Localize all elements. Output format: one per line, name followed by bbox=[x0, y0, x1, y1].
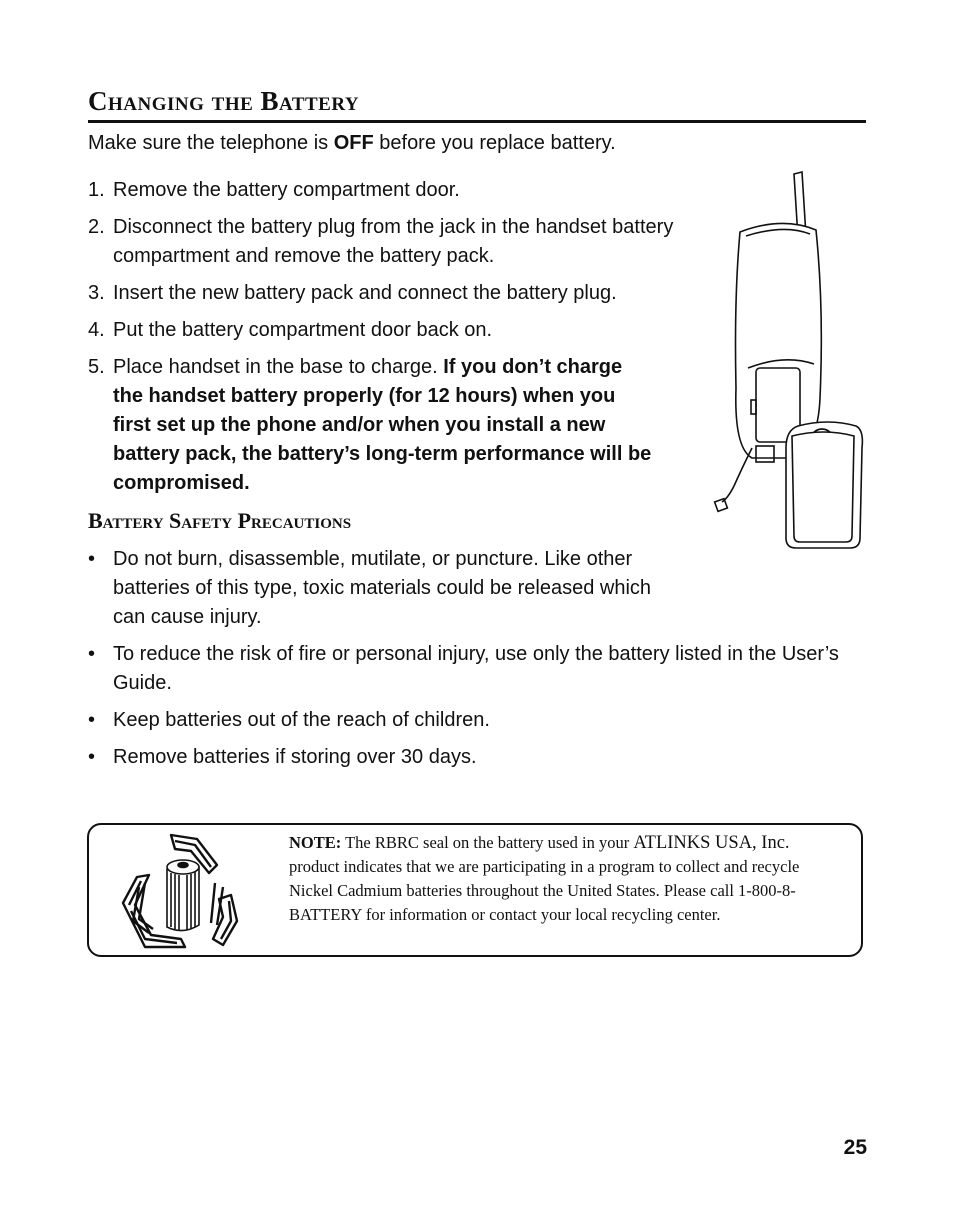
list-item bbox=[88, 706, 868, 735]
precautions-title: Battery Safety Precautions bbox=[88, 508, 352, 533]
list-item bbox=[88, 213, 688, 271]
precaution-text: Do not burn, disassemble, mutilate, or puncture. Like other batteries of this type, toxic materials could be released which can cause injury. bbox=[113, 548, 652, 628]
note-text bbox=[289, 831, 824, 927]
step-number: 5. bbox=[88, 356, 105, 378]
company-name: ATLINKS USA, Inc. bbox=[633, 833, 790, 853]
step-number: 4. bbox=[88, 319, 105, 341]
list-item bbox=[88, 176, 708, 205]
step-text: Disconnect the battery plug from the jack in the handset battery compartment and remove the battery pack. bbox=[113, 216, 674, 267]
page-title: Changing the Battery bbox=[88, 86, 360, 116]
step-text: Insert the new battery pack and connect the battery plug. bbox=[113, 282, 617, 304]
precaution-text: Keep batteries out of the reach of children. bbox=[113, 709, 490, 731]
precautions-list bbox=[88, 545, 868, 780]
list-item bbox=[88, 743, 868, 772]
note-text-before: The RBRC seal on the battery used in your bbox=[341, 833, 634, 852]
intro-text bbox=[88, 129, 616, 157]
step-text: Place handset in the base to charge. bbox=[113, 356, 444, 378]
note-text-after: product indicates that we are participating in a program to collect and recycle Nickel Cadmium batteries throughout the United States. Please call 1-800-8-BATTERY for information or contact your local recycling center. bbox=[289, 857, 800, 924]
list-item bbox=[88, 545, 673, 632]
step-text: Remove the battery compartment door. bbox=[113, 179, 460, 201]
note-box bbox=[87, 823, 863, 957]
precaution-text: To reduce the risk of fire or personal injury, use only the battery listed in the User’s Guide. bbox=[113, 643, 839, 694]
title-rule bbox=[88, 120, 866, 123]
intro-after: before you replace battery. bbox=[373, 132, 616, 154]
list-item bbox=[88, 353, 653, 498]
step-list bbox=[88, 176, 708, 506]
bullet-icon: • bbox=[88, 643, 96, 665]
bullet-icon: • bbox=[88, 709, 96, 731]
step-number: 2. bbox=[88, 216, 105, 238]
step-warning: If you don’t charge the handset battery properly (for 12 hours) when you first set up the phone and/or when you install a new battery pack, the battery’s long-term performance will be compromised. bbox=[113, 356, 652, 494]
list-item bbox=[88, 640, 868, 698]
step-number: 3. bbox=[88, 282, 105, 304]
step-number: 1. bbox=[88, 179, 105, 201]
page-number: 25 bbox=[843, 1136, 867, 1159]
step-text: Put the battery compartment door back on. bbox=[113, 319, 493, 341]
list-item bbox=[88, 316, 708, 345]
precaution-text: Remove batteries if storing over 30 days. bbox=[113, 746, 477, 768]
rbrc-recycle-seal-icon bbox=[119, 829, 239, 951]
handset-battery-illustration bbox=[712, 168, 872, 553]
intro-bold: OFF bbox=[333, 132, 374, 154]
bullet-icon: • bbox=[88, 548, 96, 570]
note-label: NOTE: bbox=[289, 833, 342, 852]
list-item bbox=[88, 279, 708, 308]
intro-before: Make sure the telephone is bbox=[88, 132, 334, 154]
bullet-icon: • bbox=[88, 746, 96, 768]
